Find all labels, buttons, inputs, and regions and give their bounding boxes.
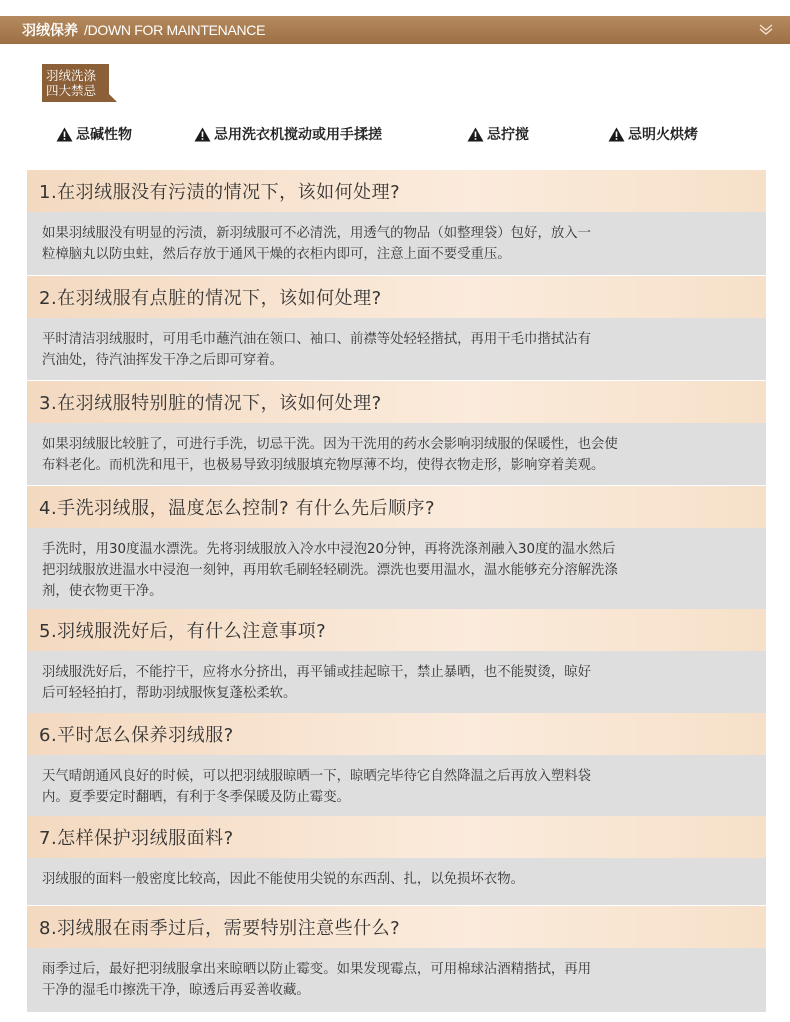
faq-answer-line: 手洗时，用30度温水漂洗。先将羽绒服放入冷水中浸泡20分钟，再将洗涤剂融入30度的温水然后 [42,542,616,557]
faq-answer-line: 粒樟脑丸以防虫蛀，然后存放于通风干燥的衣柜内即可，注意上面不要受重压。 [42,247,511,262]
faq-question: 1.在羽绒服没有污渍的情况下，该如何处理? [27,170,766,212]
faq-answer-line: 后可轻轻拍打，帮助羽绒服恢复蓬松柔软。 [42,686,297,701]
faq-answer-line: 剂，使衣物更干净。 [42,584,163,599]
faq-answer-line: 如果羽绒服比较脏了，可进行手洗，切忌干洗。因为干洗用的药水会影响羽绒服的保暖性，也会使 [42,437,618,452]
taboo-label: 忌明火烘烤 [628,127,698,143]
taboo-label: 忌拧搅 [487,127,529,143]
faq-question: 8.羽绒服在雨季过后，需要特别注意些什么? [27,906,766,948]
faq-question: 5.羽绒服洗好后，有什么注意事项? [27,609,766,651]
warning-icon [194,127,211,142]
faq-answer-line: 雨季过后，最好把羽绒服拿出来晾晒以防止霉变。如果发现霉点，可用棉球沾酒精揩拭，再用 [42,962,592,977]
chevron-down-icon[interactable] [758,21,774,37]
faq-item [27,486,766,612]
faq-item [27,170,766,275]
taboo-label: 忌碱性物 [76,127,132,143]
faq-item [27,713,766,816]
taboo-item [194,124,382,144]
badge-line-1: 羽绒洗涤 [46,68,97,83]
section-header [0,16,790,44]
faq-answer [27,651,766,713]
faq-answer [27,948,766,1012]
faq-answer-line: 汽油处，待汽油挥发干净之后即可穿着。 [42,353,284,368]
faq-answer-line: 如果羽绒服没有明显的污渍，新羽绒服可不必清洗，用透气的物品（如整理袋）包好，放入一 [42,226,592,241]
taboo-badge [42,64,109,102]
warning-icon [56,127,73,142]
faq-answer-line: 平时清洁羽绒服时，可用毛巾蘸汽油在领口、袖口、前襟等处轻轻揩拭，再用干毛巾揩拭沾有 [42,332,592,347]
warning-icon [467,127,484,142]
faq-answer [27,423,766,485]
faq-question: 2.在羽绒服有点脏的情况下，该如何处理? [27,276,766,318]
warning-icon [608,127,625,142]
faq-answer-line: 羽绒服的面料一般密度比较高，因此不能使用尖锐的东西刮、扎，以免损坏衣物。 [42,872,525,887]
faq-answer [27,318,766,380]
taboo-label: 忌用洗衣机搅动或用手揉搓 [214,127,382,143]
faq-answer [27,528,766,612]
faq-answer-line: 布料老化。而机洗和甩干，也极易导致羽绒服填充物厚薄不均，使得衣物走形，影响穿着美观。 [42,458,605,473]
faq-item [27,906,766,1012]
faq-answer-line: 内。夏季要定时翻晒，有利于冬季保暖及防止霉变。 [42,790,350,805]
faq-answer [27,755,766,816]
taboo-item [608,124,698,144]
faq-answer [27,212,766,275]
faq-item [27,381,766,485]
faq-answer-line: 把羽绒服放进温水中浸泡一刻钟，再用软毛刷轻轻刷洗。漂洗也要用温水，温水能够充分溶解洗涤 [42,563,618,578]
badge-line-2: 四大禁忌 [46,83,97,98]
taboo-item [56,124,132,144]
faq-item [27,276,766,380]
faq-answer [27,858,766,905]
faq-answer-line: 天气晴朗通风良好的时候，可以把羽绒服晾晒一下，晾晒完毕待它自然降温之后再放入塑料袋 [42,769,592,784]
section-subtitle: /DOWN FOR MAINTENANCE [84,22,266,38]
faq-item [27,816,766,905]
taboo-item [467,124,529,144]
faq-answer-line: 干净的湿毛巾擦洗干净，晾透后再妥善收藏。 [42,983,310,998]
faq-question: 4.手洗羽绒服，温度怎么控制? 有什么先后顺序? [27,486,766,528]
faq-question: 7.怎样保护羽绒服面料? [27,816,766,858]
section-title: 羽绒保养 [22,23,78,39]
faq-answer-line: 羽绒服洗好后，不能拧干，应将水分挤出，再平铺或挂起晾干，禁止暴晒，也不能熨烫，晾好 [42,665,592,680]
faq-item [27,609,766,713]
faq-question: 6.平时怎么保养羽绒服? [27,713,766,755]
faq-question: 3.在羽绒服特别脏的情况下，该如何处理? [27,381,766,423]
